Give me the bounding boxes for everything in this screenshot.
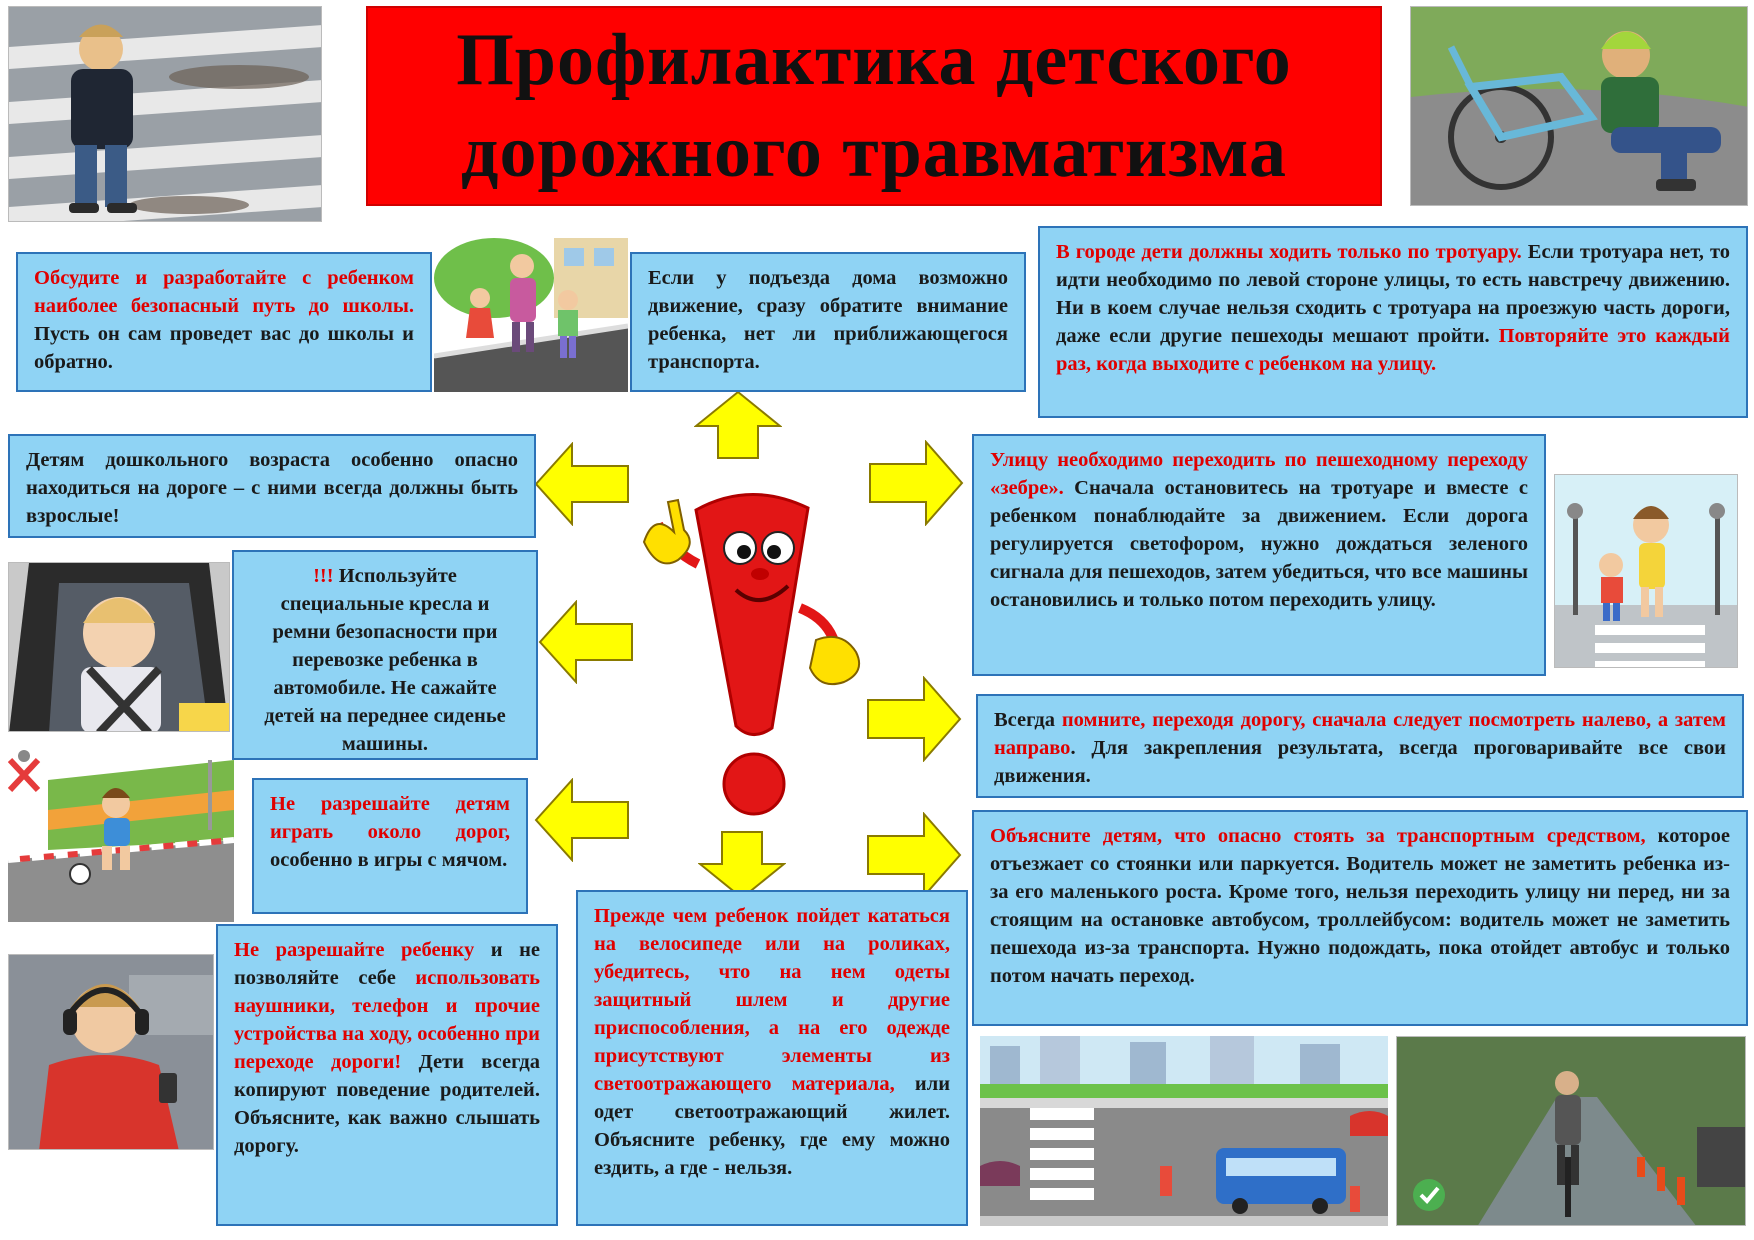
box-bike-helmet xyxy=(576,890,968,1226)
exclamation-mascot xyxy=(640,480,870,820)
headphones-text-2: Дети всегда копируют поведение родителей. Объясните, как важно слышать дорогу. xyxy=(234,1051,540,1157)
arrow-up-icon xyxy=(694,390,782,460)
entrance-text: Если у подъезда дома возможно движение, сразу обратите внимание ребенка, нет ли приближающегося транспорта. xyxy=(648,267,1008,373)
standing-text: которое отъезжает со стоянки или паркуется. Водитель может не заметить ребенка из-за его маленького роста. Кроме того, нельзя переходить улицу ни перед, ни за стоящим на остановке автобусом, троллейбусом: водитель может не заметить пешехода из-за транспорта. Нужно подождать, пока отойдет автобус и только потом начать переход. xyxy=(990,825,1730,987)
sidewalk-text: Если тротуара нет, то идти необходимо по левой стороне улицы, то есть навстречу движению. Ни в коем случае нельзя сходить с тротуара на проезжую часть дороги, даже если другие пешеходы мешают пройти. xyxy=(1056,241,1730,347)
look-text-1: Всегда xyxy=(994,709,1062,731)
photo-kids-zebra xyxy=(1554,474,1738,668)
city-street-illustration xyxy=(980,1036,1388,1226)
arrow-right-upper-icon xyxy=(868,440,964,526)
photo-boy-headphones xyxy=(8,954,214,1150)
title-banner xyxy=(366,6,1382,206)
box-route-to-school xyxy=(16,252,432,392)
photo-bike-fall xyxy=(1410,6,1748,206)
seats-text: Используйте специальные кресла и ремни безопасности при перевозке ребенка в автомобиле. Не сажайте детей на переднее сиденье машины. xyxy=(264,565,506,755)
headphones-highlight-2: использовать наушники, телефон и прочие устройства на ходу, особенно при переходе дороги! xyxy=(234,967,540,1073)
box-look-left-right xyxy=(976,694,1744,798)
sidewalk-highlight-1: В городе дети должны ходить только по тротуару. xyxy=(1056,241,1522,263)
preschool-text: Детям дошкольного возраста особенно опасно находиться на дороге – с ними всегда должны быть взрослые! xyxy=(26,449,518,527)
box-entrance xyxy=(630,252,1026,392)
photo-grandmother-children xyxy=(434,238,628,392)
box-zebra-crossing xyxy=(972,434,1546,676)
play-text: особенно в игры с мячом. xyxy=(270,849,508,871)
route-highlight: Обсудите и разработайте с ребенком наиболее безопасный путь до школы. xyxy=(34,267,414,317)
box-sidewalk xyxy=(1038,226,1748,418)
box-preschool xyxy=(8,434,536,538)
crossing-highlight: Улицу необходимо переходить по пешеходному переходу «зебре». xyxy=(990,449,1528,499)
bike-text: или одет светоотражающий жилет. Объясните ребенку, где ему можно ездить, а где - нельзя. xyxy=(594,1073,951,1179)
scooter-rider-illustration xyxy=(1397,1037,1746,1226)
play-highlight: Не разрешайте детям играть около дорог, xyxy=(270,793,510,843)
photo-boy-crosswalk xyxy=(8,6,322,222)
arrow-left-middle-icon xyxy=(538,600,634,684)
seats-highlight: !!! xyxy=(313,565,334,587)
box-headphones xyxy=(216,924,558,1226)
title-line-1: Профилактика детского xyxy=(456,19,1292,101)
arrow-left-upper-icon xyxy=(534,442,630,526)
crossing-text: Сначала остановитесь на тротуаре и вместе с ребенком понаблюдайте за движением. Если дорога регулируется светофором, нужно дождаться зеленого сигнала для пешеходов, затем убедиться, что все машины остановились и только потом переходить улицу. xyxy=(990,477,1528,611)
bike-fall-illustration xyxy=(1411,7,1748,206)
boy-headphones-illustration xyxy=(9,955,214,1150)
photo-car-seat xyxy=(8,562,230,732)
box-playing-near-roads xyxy=(252,778,528,914)
kids-zebra-illustration xyxy=(1555,475,1738,668)
standing-highlight: Объясните детям, что опасно стоять за транспортным средством, xyxy=(990,825,1646,847)
box-car-seats xyxy=(232,550,538,760)
headphones-text-1: и не позволяйте себе xyxy=(234,939,540,989)
look-highlight: помните, переходя дорогу, сначала следует посмотреть налево, а затем направо xyxy=(994,709,1727,759)
bike-highlight: Прежде чем ребенок пойдет кататься на велосипеде или на роликах, убедитесь, что на нем одеты защитный шлем и другие приспособления, а на его одежде присутствуют элементы из светоотражающего материала, xyxy=(594,905,950,1095)
headphones-highlight-1: Не разрешайте ребенку xyxy=(234,939,475,961)
photo-scooter-rider xyxy=(1396,1036,1746,1226)
playing-near-road-illustration xyxy=(8,750,234,922)
box-standing-behind-vehicles xyxy=(972,810,1748,1026)
photo-city-street xyxy=(980,1036,1388,1226)
look-text-2: . Для закрепления результата, всегда проговаривайте все свои движения. xyxy=(994,737,1726,787)
photo-playing-near-road xyxy=(8,750,234,922)
sidewalk-highlight-2: Повторяйте это каждый раз, когда выходите с ребенком на улицу. xyxy=(1056,325,1730,375)
boy-crosswalk-illustration xyxy=(9,7,322,222)
route-text: Пусть он сам проведет вас до школы и обратно. xyxy=(34,323,414,373)
arrow-left-lower-icon xyxy=(534,778,630,862)
car-seat-illustration xyxy=(9,563,230,732)
arrow-right-middle-icon xyxy=(866,676,962,762)
arrow-right-lower-icon xyxy=(866,812,962,898)
title-line-2: дорожного травматизма xyxy=(461,111,1287,193)
exclamation-mascot-icon xyxy=(640,480,870,820)
grandmother-children-illustration xyxy=(434,238,628,392)
